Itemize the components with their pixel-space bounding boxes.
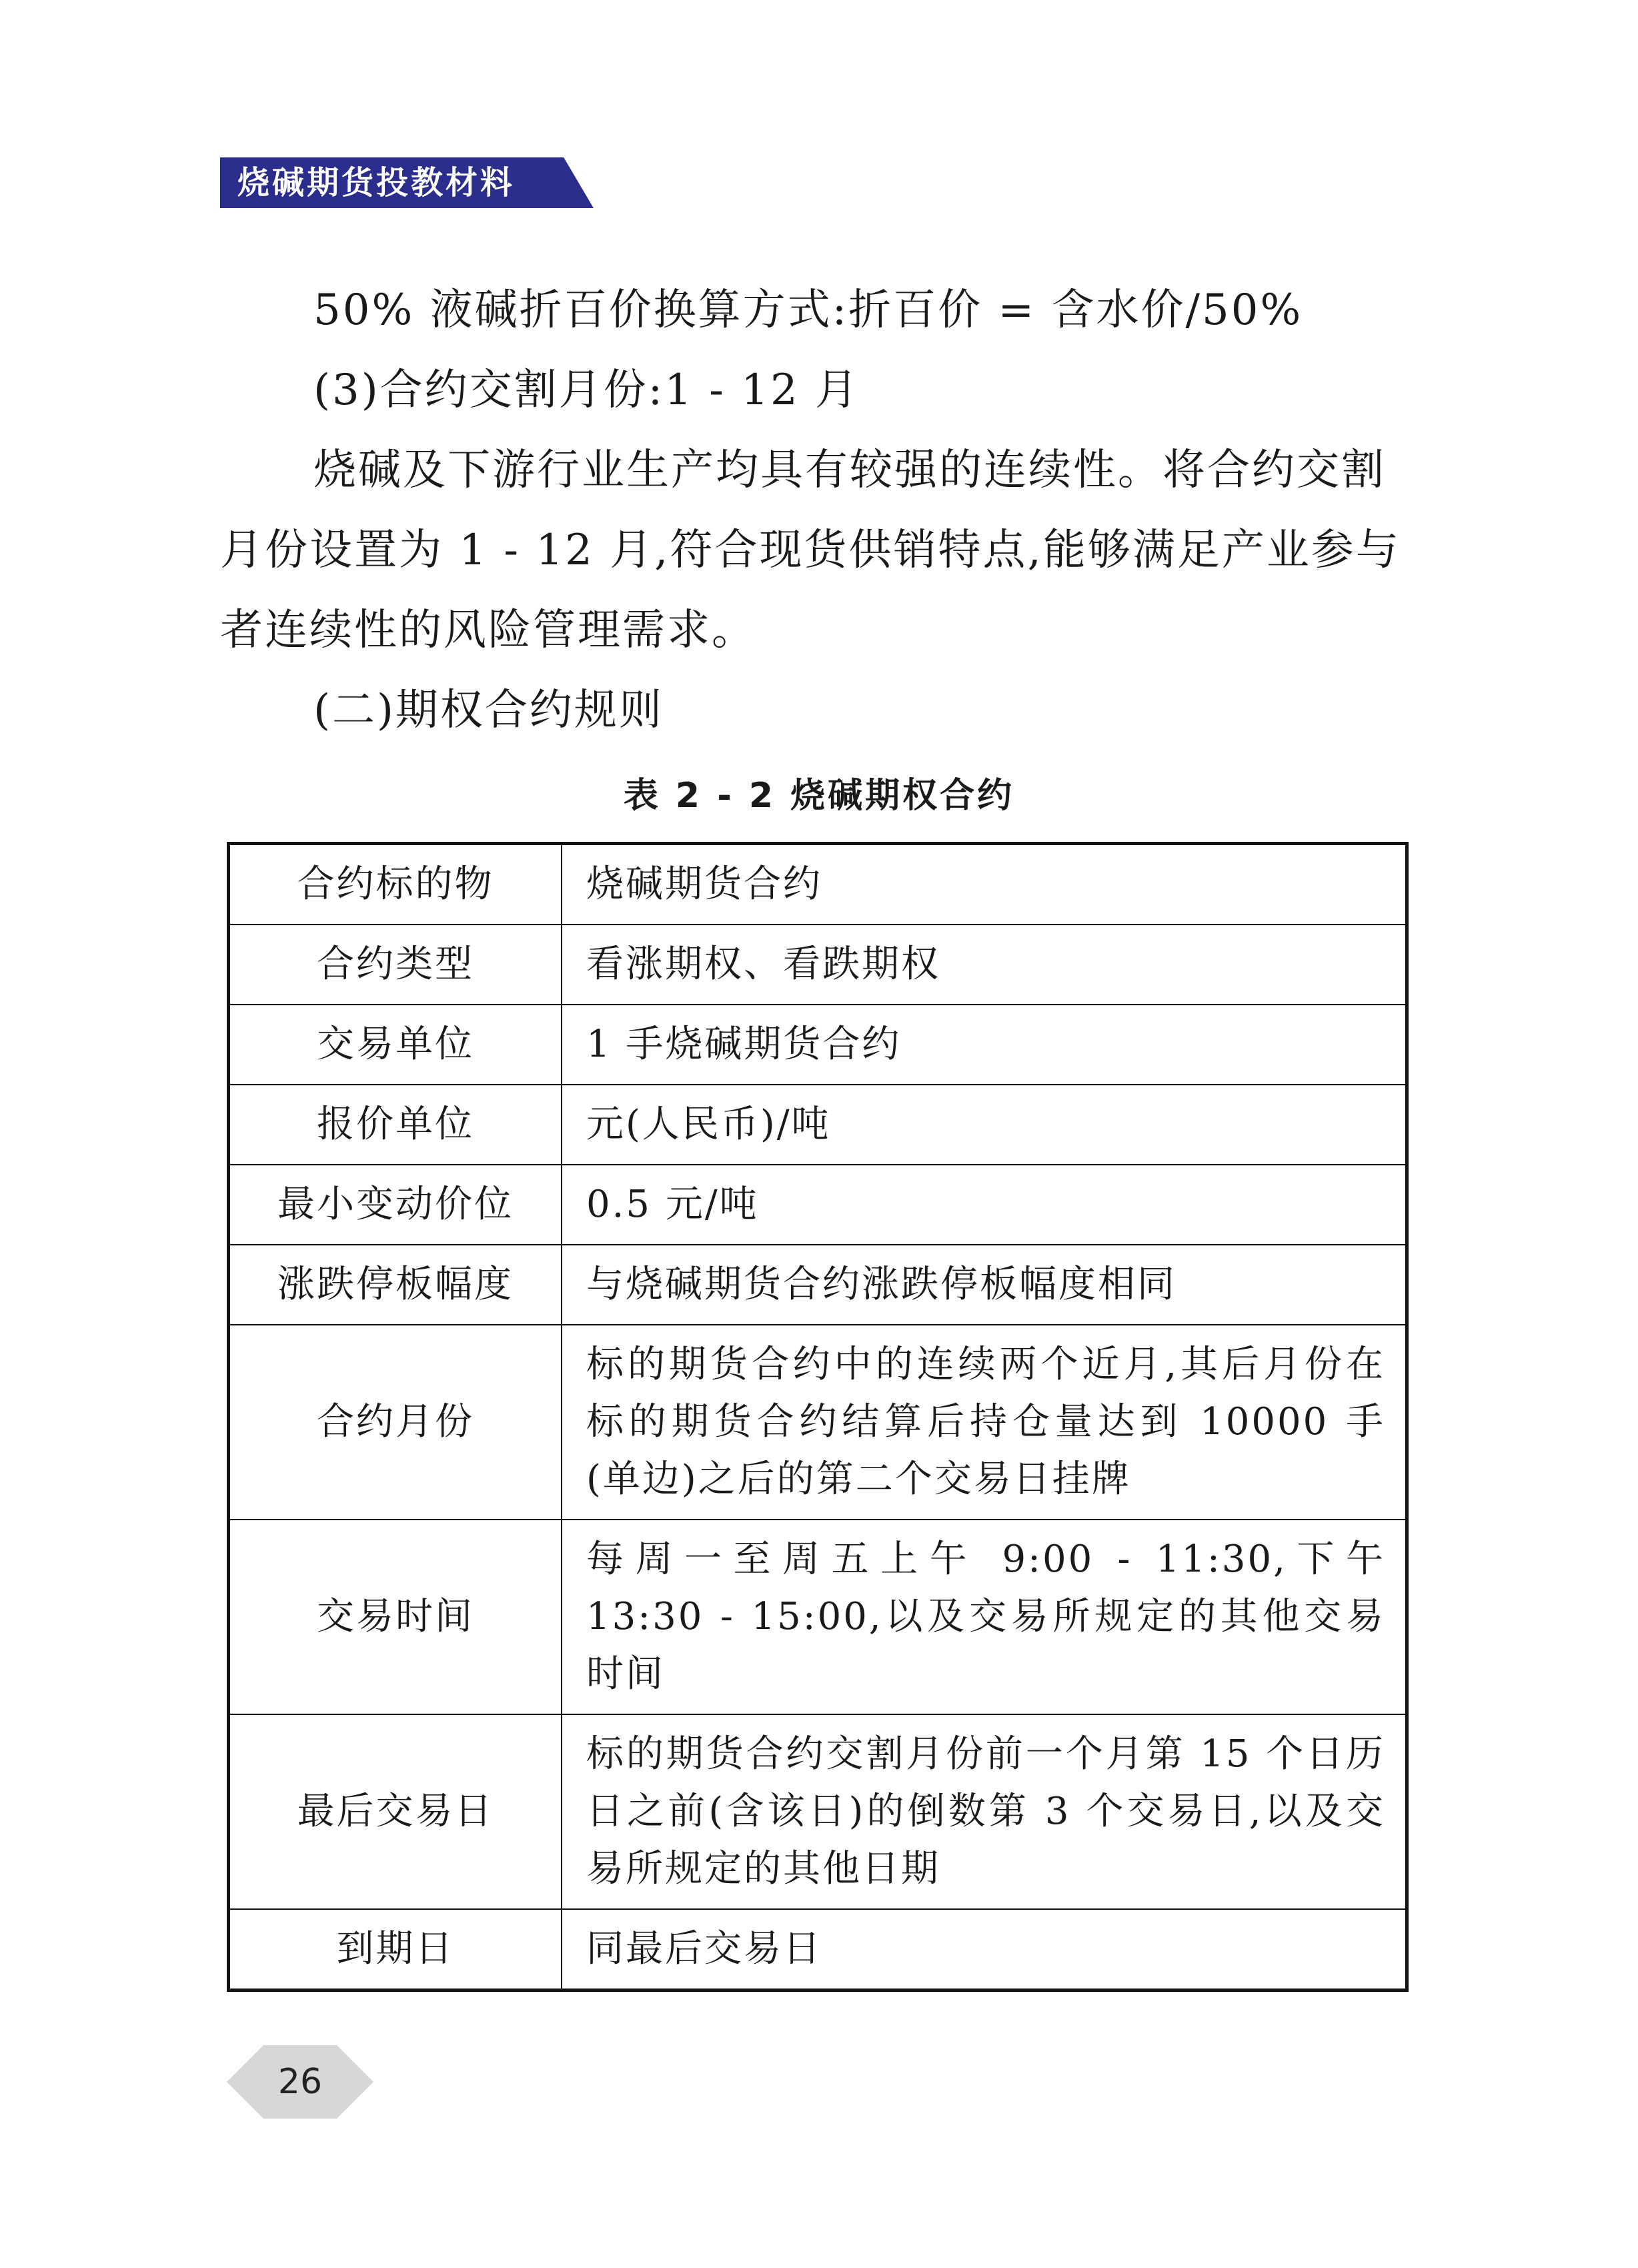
header-title: 烧碱期货投教材料 xyxy=(237,164,516,201)
table-row xyxy=(229,1325,1407,1520)
table-row xyxy=(229,1520,1407,1714)
page-number: 26 xyxy=(277,2062,323,2102)
row-key: 合约月份 xyxy=(229,1325,562,1520)
row-value: 每周一至周五上午 9:00 - 11:30,下午 13:30 - 15:00,以及交易所规定的其他交易时间 xyxy=(562,1520,1407,1714)
row-key: 交易单位 xyxy=(229,1005,562,1085)
table-row xyxy=(229,844,1407,925)
table-row xyxy=(229,1245,1407,1325)
row-value: 与烧碱期货合约涨跌停板幅度相同 xyxy=(562,1245,1407,1325)
row-key: 涨跌停板幅度 xyxy=(229,1245,562,1325)
row-value: 同最后交易日 xyxy=(562,1909,1407,1991)
row-key: 报价单位 xyxy=(229,1085,562,1165)
body-paragraph-continuity: 烧碱及下游行业生产均具有较强的连续性。将合约交割月份设置为 1 - 12 月,符合现货供销特点,能够满足产业参与者连续性的风险管理需求。 xyxy=(220,446,1401,655)
body-line-conversion: 50% 液碱折百价换算方式:折百价 = 含水价/50% xyxy=(313,286,1303,335)
body-line-delivery-months: (3)合约交割月份:1 - 12 月 xyxy=(313,366,860,415)
row-value: 1 手烧碱期货合约 xyxy=(562,1005,1407,1085)
row-value: 0.5 元/吨 xyxy=(562,1165,1407,1245)
row-key: 到期日 xyxy=(229,1909,562,1991)
table-row xyxy=(229,1085,1407,1165)
row-key: 合约标的物 xyxy=(229,844,562,925)
row-key: 合约类型 xyxy=(229,925,562,1005)
table-caption: 表 2 - 2 烧碱期权合约 xyxy=(623,776,1015,816)
row-key: 最小变动价位 xyxy=(229,1165,562,1245)
row-key: 交易时间 xyxy=(229,1520,562,1714)
table-row xyxy=(229,925,1407,1005)
table-row xyxy=(229,1165,1407,1245)
table-row xyxy=(229,1909,1407,1991)
table-row xyxy=(229,1714,1407,1909)
row-key: 最后交易日 xyxy=(229,1714,562,1909)
row-value: 标的期货合约中的连续两个近月,其后月份在标的期货合约结算后持仓量达到 10000 手(单边)之后的第二个交易日挂牌 xyxy=(562,1325,1407,1520)
row-value: 烧碱期货合约 xyxy=(562,844,1407,925)
options-contract-table xyxy=(227,842,1409,1992)
row-value: 标的期货合约交割月份前一个月第 15 个日历日之前(含该日)的倒数第 3 个交易日,以及交易所规定的其他日期 xyxy=(562,1714,1407,1909)
table-row xyxy=(229,1005,1407,1085)
row-value: 元(人民币)/吨 xyxy=(562,1085,1407,1165)
section-heading: (二)期权合约规则 xyxy=(313,686,664,735)
row-value: 看涨期权、看跌期权 xyxy=(562,925,1407,1005)
